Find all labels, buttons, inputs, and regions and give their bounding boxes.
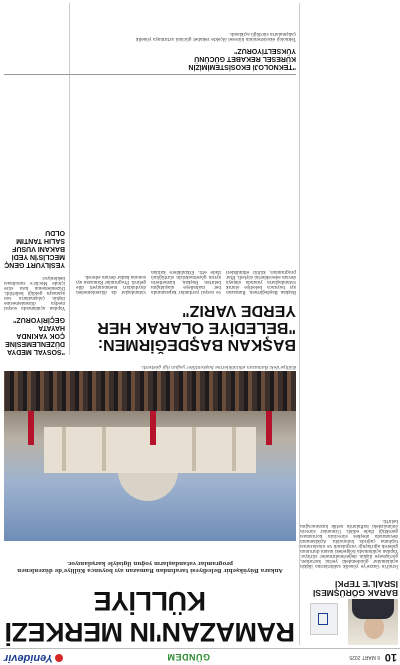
photo-column	[192, 427, 196, 471]
bottom-story	[4, 2, 296, 75]
side-body: Yapılan açıklamada sosyal medya düzenlemesine ilişkin çalışmaların son aşamaya geldiği belirtildi. Düzenlemenin kısa süre içinde Meclis'e sunulması bekleniyor.	[2, 276, 65, 311]
bottom-body: Teknoloji ekosisteminin küresel ölçekte rekabet gücünü artırmaya yönelik çalışmaların sürdüğü açıklandı.	[134, 32, 296, 42]
left-headline: BARAK GÖRÜŞMESİ İSRAİL'E TEPKİ	[312, 579, 398, 598]
photo-column	[62, 427, 66, 471]
newspaper-logo	[4, 652, 63, 664]
left-body: İsrail'in Gazze'ye yönelik saldırılarına ilişkin açıklamalar gündemdeki yerini korurken, görüşmeye ilişkin değerlendirmeler sürüyor. Yapılan açıklamada bölgedeki insani durumun giderek ağırlaştığı vurgulandı ve uluslararası topluma çağrıda bulunuldu. Açıklamanın devamında ateşkes sürecinin korunması gerektiği ifade edildi. Uzmanlar sürecin önümüzdeki haftalarda netlik kazanacağını belirtti.	[298, 519, 398, 569]
side-headline-2: YESİLYURT GENÇ MECLİS'İN YEDİ BAKANI VUSUF SALIH TANTIM OLDU	[4, 229, 65, 268]
photo-column	[232, 427, 236, 471]
photo-column	[102, 427, 106, 471]
issue-date: 6 MART 2025	[349, 654, 380, 660]
bottom-headline: "TEKNOLOJİ EKOSİSTEMİMİZİN KÜRESEL REKABET GÜCÜNÜ YÜKSELTİYORUZ"	[188, 47, 296, 70]
logo-icon	[55, 654, 63, 662]
kulliye-photo	[4, 371, 296, 541]
main-kicker: Ankara Büyükşehir Belediyesi tarafından Ramazan ayı boyunca Külliye'de düzenlenen programlar vatandaşların yoğun ilgisiyle karşılanıyor.	[17, 560, 283, 573]
masthead	[0, 648, 400, 665]
side-headline: "SOSYAL MEDYA DÜZENLEMESİNE ÇOK YAKINDA HAYATA GEÇİRİYORUZ"	[5, 316, 65, 355]
photo-caption: Külliye'deki Ramazan etkinliklerine başkentliler yoğun ilgi gösterdi.	[140, 364, 296, 369]
main-headline: RAMAZAN'IN MERKEZİ KÜLLİYE	[5, 586, 295, 647]
left-column	[299, 3, 398, 645]
page-number: 10	[384, 651, 397, 663]
portrait-photo	[348, 599, 398, 645]
portrait-suit	[352, 599, 394, 619]
section-title: GÜNDEM	[167, 652, 210, 662]
flag-photo	[310, 603, 338, 635]
middle-headline: BAŞKAN BAŞDEĞİRMEN: "BELEDİYE OLARAK HER YERDE VARIZ"	[97, 302, 296, 353]
photo-crowd	[4, 371, 296, 411]
logo-text: Yenidevir	[4, 652, 54, 664]
middle-body: Başkan Başdeğirmen, Ramazan ayı boyunca belediye olarak vatandaşların yanında olmaya devam edeceklerini söyledi. İftar programları, kültür etkinlikleri ve sosyal yardımlar kapsamında her mahalleye ulaşıldığını belirten Başkan, hizmetlerin ayrım gözetmeksizin sürdüğünü ifade etti. Etkinliklere katılan vatandaşlar da düzenlemeden duydukları memnuniyeti dile getirdi. Programlar Ramazan ayı sonuna kadar devam edecek.	[74, 270, 296, 295]
